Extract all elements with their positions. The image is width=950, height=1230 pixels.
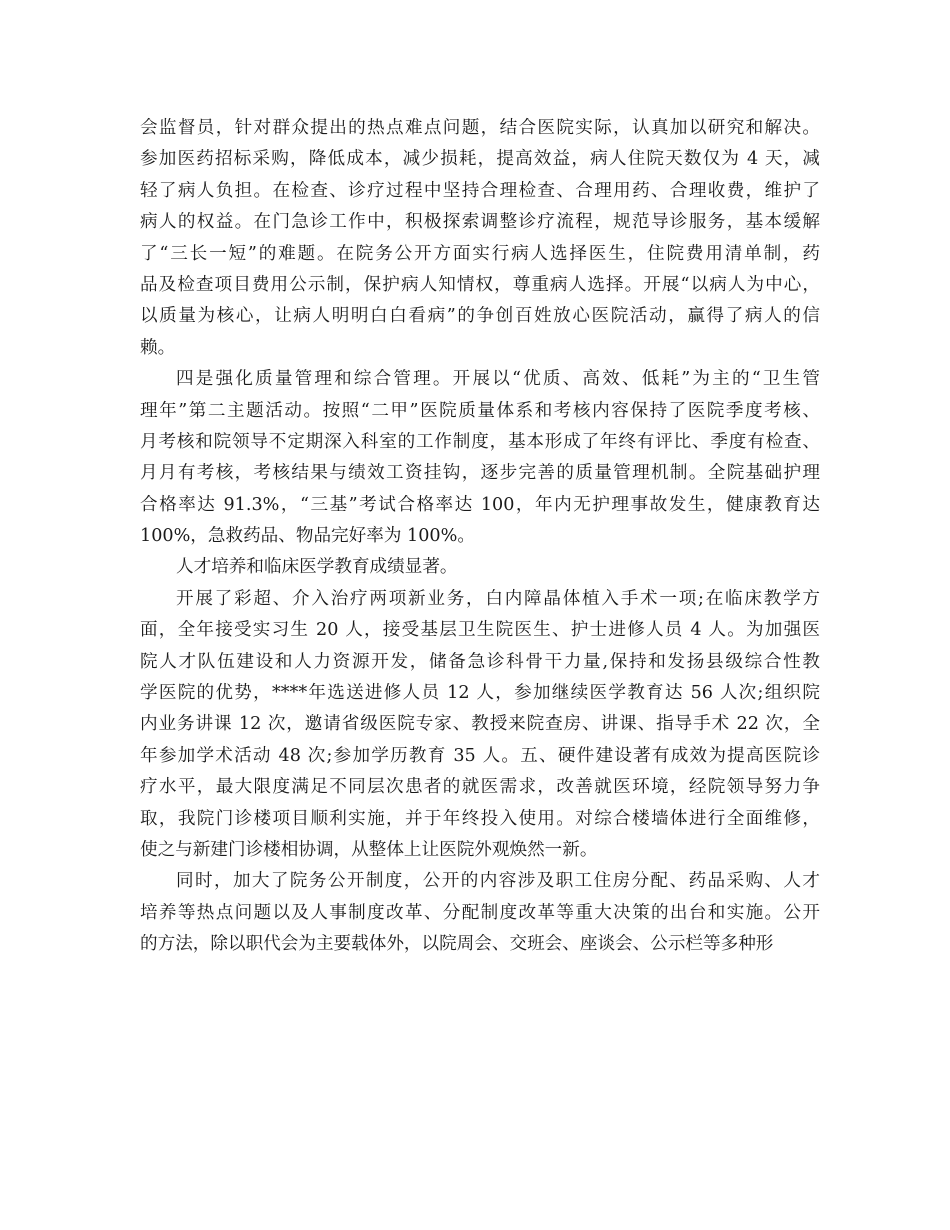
text-line: 理年”第二主题活动。按照“二甲”医院质量体系和考核内容保持了医院季度考核、 xyxy=(140,400,820,421)
text-line: 四是强化质量管理和综合管理。开展以“优质、高效、低耗”为主的“卫生管 xyxy=(176,369,820,390)
paragraph xyxy=(140,552,820,583)
text-line: 面，全年接受实习生 20 人，接受基层卫生院医生、护士进修人员 4 人。为加强医 xyxy=(140,620,820,641)
text-line: 培养等热点问题以及人事制度改革、分配制度改革等重大决策的出台和实施。公开 xyxy=(140,902,820,923)
document-body xyxy=(140,113,820,961)
text-line: 月考核和院领导不定期深入科室的工作制度，基本形成了年终有评比、季度有检查、 xyxy=(140,431,820,452)
text-line: 疗水平，最大限度满足不同层次患者的就医需求，改善就医环境，经院领导努力争 xyxy=(140,777,820,798)
text-line: 轻了病人负担。在检查、诊疗过程中坚持合理检查、合理用药、合理收费，维护了 xyxy=(140,180,820,201)
text-line: 同时，加大了院务公开制度，公开的内容涉及职工住房分配、药品采购、人才 xyxy=(176,871,820,892)
text-line: 内业务讲课 12 次，邀请省级医院专家、教授来院查房、讲课、指导手术 22 次，全 xyxy=(140,714,820,735)
text-line: 开展了彩超、介入治疗两项新业务，白内障晶体植入手术一项;在临床教学方 xyxy=(176,588,820,609)
paragraph xyxy=(140,866,820,960)
text-line: 100%，急救药品、物品完好率为 100%。 xyxy=(140,526,475,547)
text-line: 人才培养和临床医学教育成绩显著。 xyxy=(176,557,458,578)
text-line: 品及检查项目费用公示制，保护病人知情权，尊重病人选择。开展“以病人为中心， xyxy=(140,274,820,295)
text-line: 学医院的优势，****年选送进修人员 12 人，参加继续医学教育达 56 人次;组织院 xyxy=(140,683,820,704)
text-line: 取，我院门诊楼项目顺利实施，并于年终投入使用。对综合楼墙体进行全面维修， xyxy=(140,808,820,829)
paragraph xyxy=(140,584,820,867)
paragraph xyxy=(140,113,820,364)
text-line: 院人才队伍建设和人力资源开发，储备急诊科骨干力量,保持和发扬县级综合性教 xyxy=(140,651,820,672)
text-line: 使之与新建门诊楼相协调，从整体上让医院外观焕然一新。 xyxy=(140,839,598,860)
text-line: 了“三长一短”的难题。在院务公开方面实行病人选择医生，住院费用清单制，药 xyxy=(140,243,820,264)
text-line: 赖。 xyxy=(140,337,176,358)
text-line: 年参加学术活动 48 次;参加学历教育 35 人。五、硬件建设著有成效为提高医院诊 xyxy=(140,745,820,766)
text-line: 合格率达 91.3%，“三基”考试合格率达 100，年内无护理事故发生，健康教育达 xyxy=(140,494,820,515)
text-line: 以质量为核心，让病人明明白白看病”的争创百姓放心医院活动，赢得了病人的信 xyxy=(140,306,820,327)
text-line: 会监督员，针对群众提出的热点难点问题，结合医院实际，认真加以研究和解决。 xyxy=(140,118,820,138)
paragraph xyxy=(140,364,820,552)
text-line: 参加医药招标采购，降低成本，减少损耗，提高效益，病人住院天数仅为 4 天，减 xyxy=(140,149,820,170)
text-line: 月月有考核，考核结果与绩效工资挂钩，逐步完善的质量管理机制。全院基础护理 xyxy=(140,463,820,484)
text-line: 的方法，除以职代会为主要载体外，以院周会、交班会、座谈会、公示栏等多种形 xyxy=(140,934,774,955)
text-line: 病人的权益。在门急诊工作中，积极探索调整诊疗流程，规范导诊服务，基本缓解 xyxy=(140,212,820,233)
